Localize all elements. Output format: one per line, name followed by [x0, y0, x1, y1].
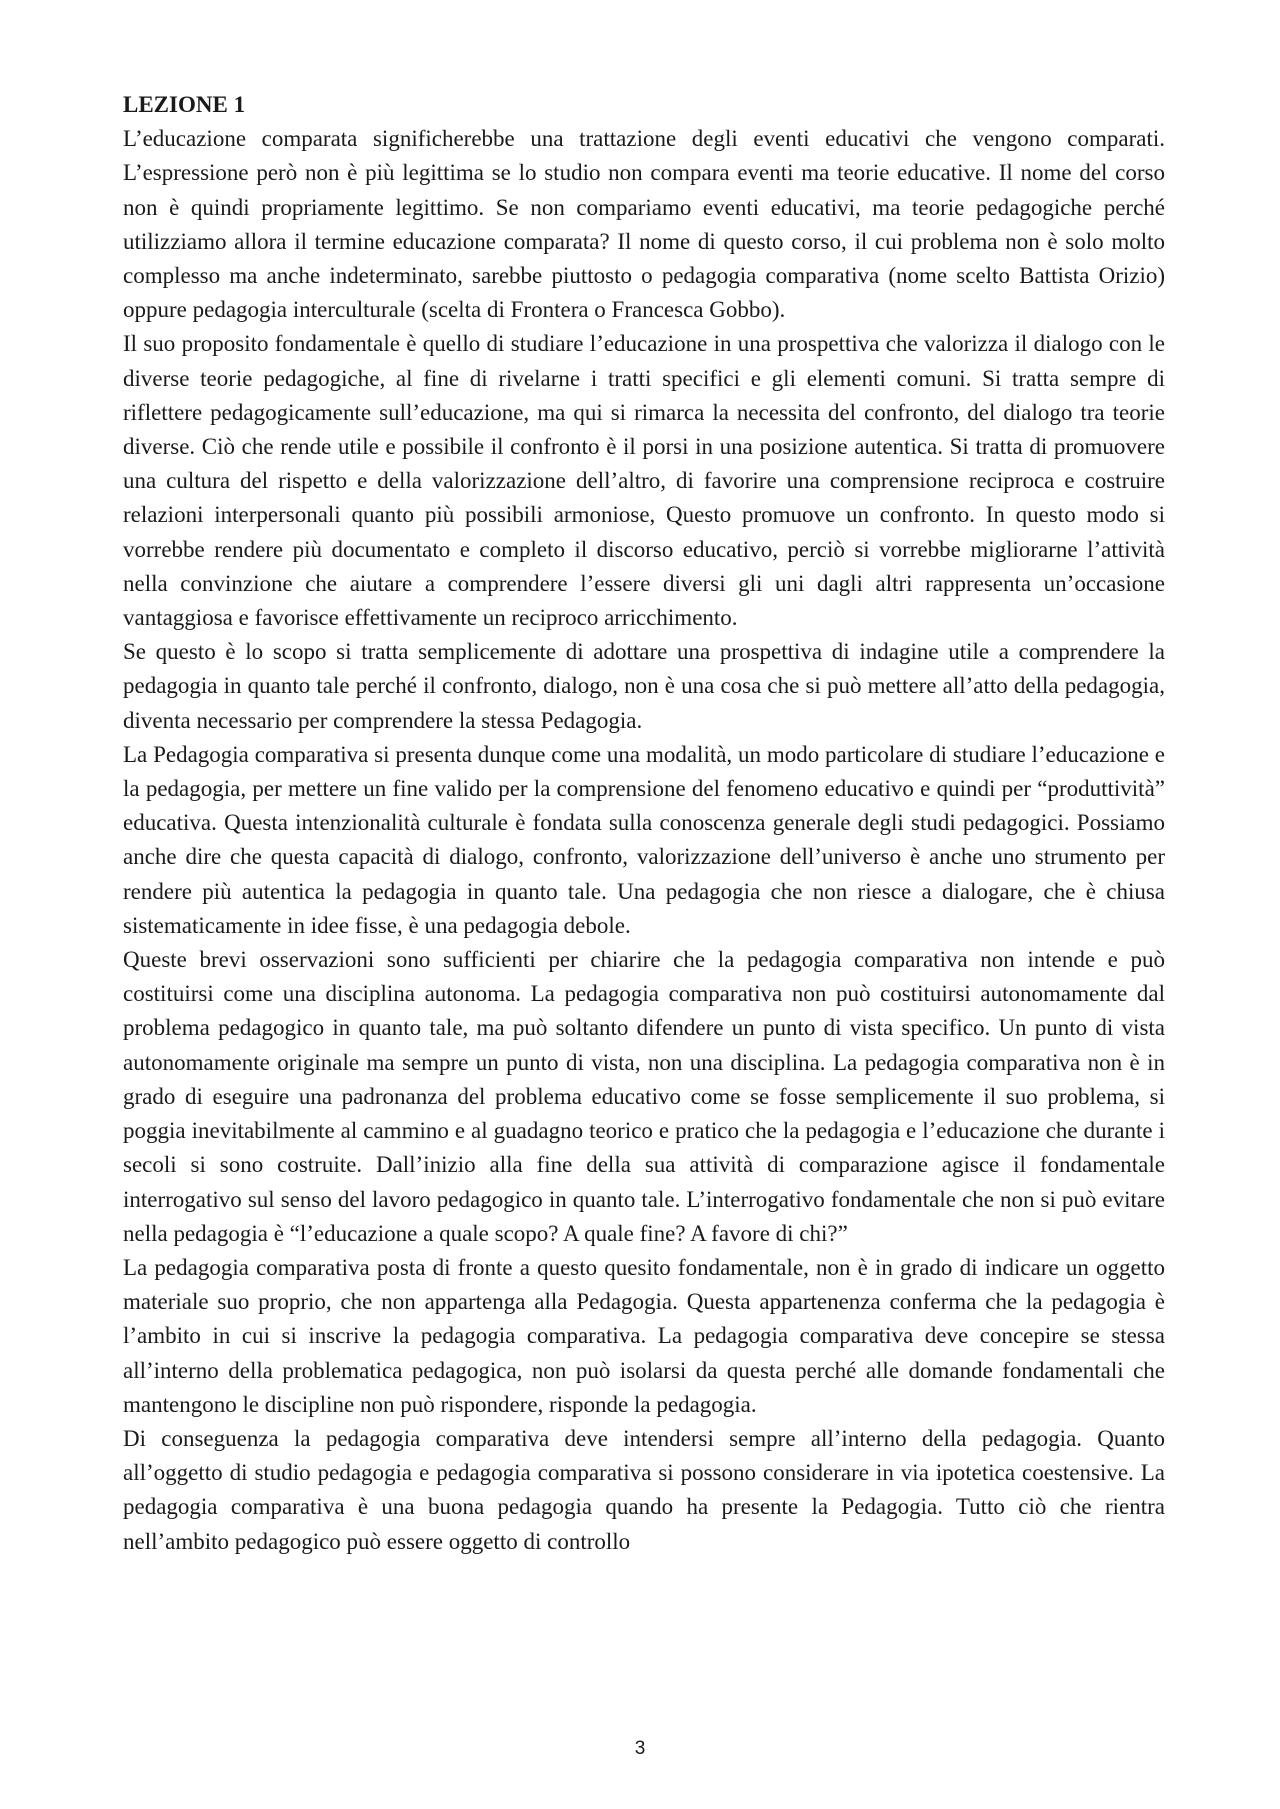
page-number: 3	[634, 1738, 646, 1759]
paragraph: Se questo è lo scopo si tratta semplicemente di adottare una prospettiva di indagine utile a comprendere la pedagogia in quanto tale perché il confronto, dialogo, non è una cosa che si può mettere all’atto della pedagogia, diventa necessario per comprendere la stessa Pedagogia.	[123, 639, 1165, 733]
lesson-heading: LEZIONE 1	[123, 92, 246, 117]
paragraph: Queste brevi osservazioni sono sufficienti per chiarire che la pedagogia comparativa non intende e può costituirsi come una disciplina autonoma. La pedagogia comparativa non può costituirsi autonomamente dal problema pedagogico in quanto tale, ma può soltanto difendere un punto di vista specifico. Un punto di vista autonomamente originale ma sempre un punto di vista, non una disciplina. La pedagogia comparativa non è in grado di eseguire una padronanza del problema educativo come se fosse semplicemente il suo problema, si poggia inevitabilmente al cammino e al guadagno teorico e pratico che la pedagogia e l’educazione che durante i secoli si sono costruite. Dall’inizio alla fine della sua attività di comparazione agisce il fondamentale interrogativo sul senso del lavoro pedagogico in quanto tale. L’interrogativo fondamentale che non si può evitare nella pedagogia è “l’educazione a quale scopo? A quale fine? A favore di chi?”	[123, 947, 1165, 1246]
paragraph: Il suo proposito fondamentale è quello di studiare l’educazione in una prospettiva che valorizza il dialogo con le diverse teorie pedagogiche, al fine di rivelarne i tratti specifici e gli elementi comuni. Si tratta sempre di riflettere pedagogicamente sull’educazione, ma qui si rimarca la necessita del confronto, del dialogo tra teorie diverse. Ciò che rende utile e possibile il confronto è il porsi in una posizione autentica. Si tratta di promuovere una cultura del rispetto e della valorizzazione dell’altro, di favorire una comprensione reciproca e costruire relazioni interpersonali quanto più possibili armoniose, Questo promuove un confronto. In questo modo si vorrebbe rendere più documentato e completo il discorso educativo, perciò si vorrebbe migliorarne l’attività nella convinzione che aiutare a comprendere l’essere diversi gli uni dagli altri rappresenta un’occasione vantaggiosa e favorisce effettivamente un reciproco arricchimento.	[123, 331, 1165, 631]
paragraph: L’educazione comparata significherebbe una trattazione degli eventi educativi che vengono comparati. L’espressione però non è più legittima se lo studio non compara eventi ma teorie educative. Il nome del corso non è quindi propriamente legittimo. Se non compariamo eventi educativi, ma teorie pedagogiche perché utilizziamo allora il termine educazione comparata? Il nome di questo corso, il cui problema non è solo molto complesso ma anche indeterminato, sarebbe piuttosto o pedagogia comparativa (nome scelto Battista Orizio) oppure pedagogia interculturale (scelta di Frontera o Francesca Gobbo).	[123, 126, 1165, 323]
paragraph: La pedagogia comparativa posta di fronte a questo quesito fondamentale, non è in grado di indicare un oggetto materiale suo proprio, che non appartenga alla Pedagogia. Questa appartenenza conferma che la pedagogia è l’ambito in cui si inscrive la pedagogia comparativa. La pedagogia comparativa deve concepire se stessa all’interno della problematica pedagogica, non può isolarsi da questa perché alle domande fondamentali che mantengono le discipline non può rispondere, risponde la pedagogia.	[123, 1254, 1165, 1417]
document-page	[123, 88, 1165, 1559]
paragraph: La Pedagogia comparativa si presenta dunque come una modalità, un modo particolare di studiare l’educazione e la pedagogia, per mettere un fine valido per la comprensione del fenomeno educativo e quindi per “produttività” educativa. Questa intenzionalità culturale è fondata sulla conoscenza generale degli studi pedagogici. Possiamo anche dire che questa capacità di dialogo, confronto, valorizzazione dell’universo è anche uno strumento per rendere più autentica la pedagogia in quanto tale. Una pedagogia che non riesce a dialogare, che è chiusa sistematicamente in idee fisse, è una pedagogia debole.	[123, 741, 1165, 938]
paragraph: Di conseguenza la pedagogia comparativa deve intendersi sempre all’interno della pedagogia. Quanto all’oggetto di studio pedagogia e pedagogia comparativa si possono considerare in via ipotetica coestensive. La pedagogia comparativa è una buona pedagogia quando ha presente la Pedagogia. Tutto ciò che rientra nell’ambito pedagogico può essere oggetto di controllo	[123, 1425, 1165, 1554]
